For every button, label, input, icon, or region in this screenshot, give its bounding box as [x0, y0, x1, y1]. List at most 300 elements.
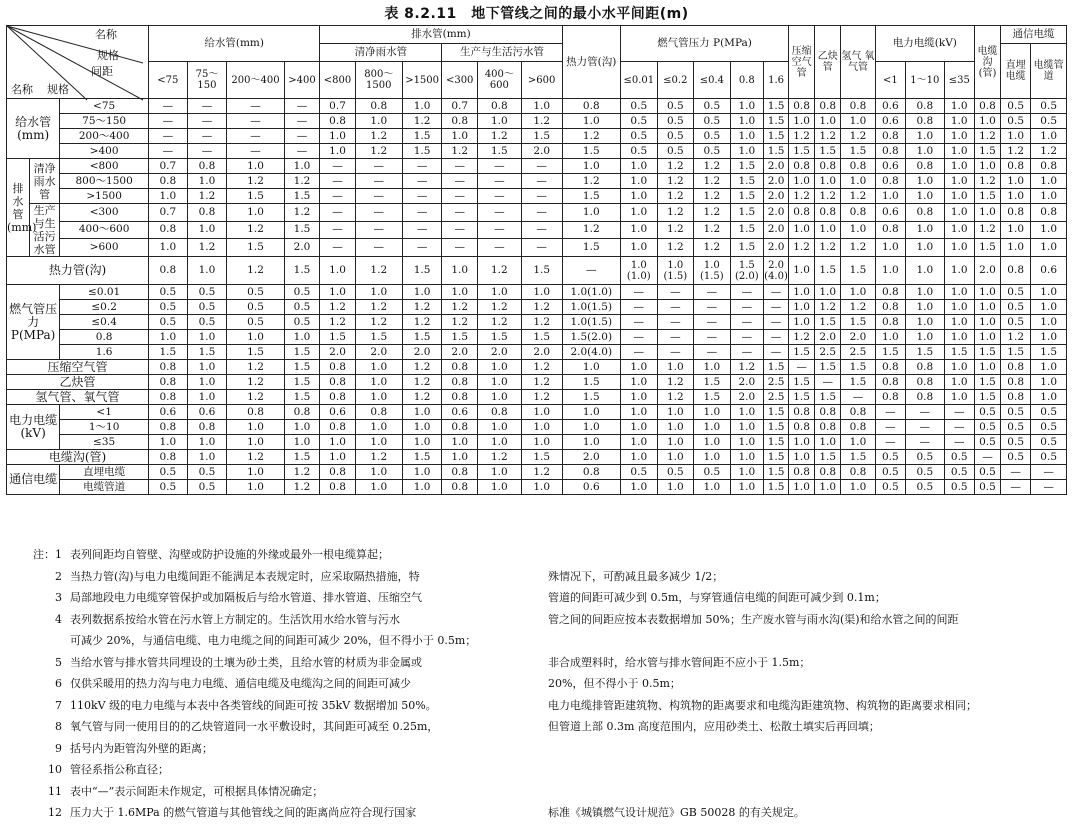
table-cell: 2.0: [442, 345, 478, 360]
table-cell: 1.0: [789, 480, 815, 495]
table-cell: —: [1001, 465, 1031, 480]
table-cell: 0.8: [905, 114, 944, 129]
table-cell: 1.0: [1001, 189, 1031, 204]
table-cell: —: [477, 174, 521, 189]
header-sub: ≤0.4: [694, 62, 731, 99]
table-cell: 0.8: [875, 360, 905, 375]
table-cell: 1.0: [442, 450, 478, 465]
table-cell: —: [974, 450, 1000, 465]
table-cell: 0.5: [1001, 405, 1031, 420]
table-cell: 0.6: [187, 405, 227, 420]
table-cell: 1.0: [621, 405, 658, 420]
table-cell: 1.0: [905, 239, 944, 257]
note-number: 9: [55, 741, 62, 755]
table-cell: 1.0: [621, 375, 658, 390]
table-row: [7, 114, 1067, 129]
table-cell: 1.2: [355, 257, 402, 285]
table-cell: 0.8: [841, 204, 875, 222]
table-cell: 1.0: [227, 159, 284, 174]
table-cell: 1.0: [730, 129, 763, 144]
table-cell: —: [149, 114, 188, 129]
table-cell: 1.0: [974, 315, 1000, 330]
row-spec: 1～10: [60, 420, 149, 435]
table-cell: 1.0: [402, 420, 442, 435]
table-cell: 0.5: [974, 405, 1000, 420]
table-cell: —: [905, 435, 944, 450]
table-cell: 1.0: [521, 420, 562, 435]
note-text-cont: [548, 759, 1067, 781]
table-cell: 1.0: [974, 285, 1000, 300]
header-cable-conduit: 电缆管道: [1031, 44, 1067, 99]
table-cell: 2.0: [815, 330, 841, 345]
table-cell: 1.0: [730, 114, 763, 129]
table-cell: 0.5: [187, 300, 227, 315]
note-line: [6, 566, 1067, 588]
table-cell: 0.5: [284, 315, 320, 330]
table-cell: 1.0: [815, 435, 841, 450]
table-cell: 0.8: [875, 285, 905, 300]
header-sub: ≤0.2: [657, 62, 694, 99]
table-row: [7, 144, 1067, 159]
table-cell: 1.2: [355, 450, 402, 465]
table-cell: 1.0: [730, 465, 763, 480]
table-cell: —: [694, 330, 731, 345]
row-spec: 200～400: [60, 129, 149, 144]
header-sub: 200～400: [227, 62, 284, 99]
header-sub: <800: [320, 62, 356, 99]
table-cell: 0.5: [944, 480, 974, 495]
table-cell: 0.8: [875, 221, 905, 239]
table-cell: 1.0: [621, 239, 658, 257]
table-cell: 1.0: [477, 375, 521, 390]
row-spec: <75: [60, 99, 149, 114]
table-cell: —: [477, 189, 521, 204]
table-row: [7, 189, 1067, 204]
table-cell: 1.0: [789, 174, 815, 189]
table-cell: 0.7: [320, 99, 356, 114]
header-sub: <75: [149, 62, 188, 99]
note-number: 8: [55, 720, 62, 733]
table-cell: 1.5: [875, 345, 905, 360]
table-cell: 1.0: [402, 99, 442, 114]
table-cell: 2.0: [730, 375, 763, 390]
table-cell: 1.0: [789, 450, 815, 465]
table-cell: 1.0: [477, 390, 521, 405]
table-cell: 0.5: [1001, 450, 1031, 465]
table-cell: —: [284, 99, 320, 114]
table-cell: 0.5: [227, 300, 284, 315]
table-cell: 1.0: [974, 300, 1000, 315]
note-text: 可减少 20%，与通信电缆、电力电缆之间的间距可减少 20%，但不得小于 0.5m；: [70, 634, 477, 647]
table-cell: 0.5: [1031, 405, 1067, 420]
header-rain-pipe: 清净雨水管: [320, 44, 442, 62]
table-cell: 0.5: [187, 315, 227, 330]
table-cell: —: [442, 189, 478, 204]
table-cell: 1.2: [841, 239, 875, 257]
row-spec: 1.6: [60, 345, 149, 360]
table-cell: 0.5: [694, 114, 731, 129]
table-cell: 1.0: [657, 420, 694, 435]
table-cell: 1.5: [974, 375, 1000, 390]
spacing-table: [6, 25, 1067, 495]
note-line: [6, 802, 1067, 824]
table-cell: —: [1031, 480, 1067, 495]
table-cell: 1.5: [841, 257, 875, 285]
table-cell: 1.0: [621, 480, 658, 495]
table-cell: 0.5: [621, 99, 658, 114]
table-cell: —: [149, 99, 188, 114]
table-cell: 1.0: [944, 390, 974, 405]
note-line: [6, 587, 1067, 609]
table-cell: —: [694, 285, 731, 300]
table-cell: 1.2: [284, 174, 320, 189]
table-cell: —: [187, 144, 227, 159]
table-cell: 1.0: [1001, 174, 1031, 189]
table-row: [7, 390, 1067, 405]
table-cell: —: [521, 204, 562, 222]
note-number: 4: [55, 612, 62, 626]
table-cell: 2.0: [402, 345, 442, 360]
table-cell: 1.2: [355, 144, 402, 159]
table-cell: 1.2: [442, 300, 478, 315]
table-cell: 1.0: [815, 114, 841, 129]
note-line: [6, 652, 1067, 674]
note-line: [6, 695, 1067, 717]
table-cell: 1.0: [521, 435, 562, 450]
header-sub: 800～1500: [355, 62, 402, 99]
table-cell: —: [227, 99, 284, 114]
table-cell: 1.5: [815, 360, 841, 375]
table-row: [7, 129, 1067, 144]
table-cell: 1.2: [694, 239, 731, 257]
table-cell: 1.0: [905, 257, 944, 285]
table-cell: 0.8: [875, 300, 905, 315]
table-cell: 1.2: [562, 221, 620, 239]
table-cell: 1.5(2.0): [562, 330, 620, 345]
table-cell: 1.2: [227, 375, 284, 390]
table-cell: 1.5: [284, 189, 320, 204]
table-cell: 1.0: [187, 435, 227, 450]
table-cell: 0.5: [875, 480, 905, 495]
table-cell: 1.0: [355, 360, 402, 375]
table-cell: 2.0: [521, 345, 562, 360]
table-cell: 0.8: [442, 114, 478, 129]
table-cell: 1.2: [789, 239, 815, 257]
table-cell: 0.8: [149, 420, 188, 435]
table-cell: 0.8: [875, 174, 905, 189]
table-cell: 1.5: [815, 390, 841, 405]
table-cell: 0.5: [1031, 420, 1067, 435]
table-cell: 1.2: [657, 174, 694, 189]
table-cell: 0.8: [841, 405, 875, 420]
table-cell: 1.2: [521, 315, 562, 330]
table-cell: 0.8: [149, 450, 188, 465]
table-cell: 1.5: [764, 405, 789, 420]
table-cell: 1.5: [730, 204, 763, 222]
table-cell: 1.0: [355, 114, 402, 129]
header-sub: 400～600: [477, 62, 521, 99]
table-cell: 1.2: [320, 315, 356, 330]
table-cell: —: [477, 159, 521, 174]
table-cell: 1.0: [905, 129, 944, 144]
table-cell: 1.0: [1031, 330, 1067, 345]
table-cell: 1.0 (1.0): [621, 257, 658, 285]
table-cell: 0.8: [815, 405, 841, 420]
table-cell: 1.2: [815, 129, 841, 144]
table-cell: 0.8: [477, 99, 521, 114]
table-cell: 1.0 (1.5): [657, 257, 694, 285]
table-cell: 0.8: [815, 420, 841, 435]
table-cell: 1.0: [402, 405, 442, 420]
table-cell: 1.0: [789, 221, 815, 239]
table-cell: 0.8: [875, 144, 905, 159]
table-cell: 1.0: [1031, 390, 1067, 405]
note-text-cont: 电力电缆排管距建筑物、构筑物的距离要求和电缆沟距建筑物、构筑物的距离要求相同；: [548, 698, 977, 712]
table-cell: 1.0: [149, 189, 188, 204]
table-cell: 0.8: [187, 159, 227, 174]
table-cell: 1.2: [477, 450, 521, 465]
table-cell: 0.6: [875, 99, 905, 114]
table-cell: 1.0: [477, 360, 521, 375]
note-number: 12: [48, 806, 62, 819]
table-row: [7, 239, 1067, 257]
table-cell: 1.0: [1031, 315, 1067, 330]
table-cell: 1.5: [841, 450, 875, 465]
note-line: [6, 630, 1067, 652]
table-cell: 1.2: [841, 129, 875, 144]
table-cell: 0.7: [149, 204, 188, 222]
table-cell: 1.5: [521, 129, 562, 144]
notes: [6, 544, 1067, 824]
table-cell: 1.0: [944, 360, 974, 375]
table-cell: —: [730, 315, 763, 330]
note-number: 2: [55, 569, 62, 583]
table-cell: 0.8: [875, 390, 905, 405]
header-sub: <300: [442, 62, 478, 99]
row-spec: >1500: [60, 189, 149, 204]
header-sub: 1～10: [905, 62, 944, 99]
table-cell: 1.0: [355, 465, 402, 480]
table-cell: 1.0: [442, 435, 478, 450]
table-cell: 1.0: [187, 360, 227, 375]
header-heat-pipe: 热力管(沟): [562, 26, 620, 99]
table-cell: —: [657, 285, 694, 300]
table-cell: 1.0: [789, 315, 815, 330]
table-cell: 2.0: [764, 221, 789, 239]
note-number: [6, 630, 70, 652]
table-cell: 1.0: [789, 257, 815, 285]
table-cell: 1.2: [815, 300, 841, 315]
table-cell: 1.5: [1001, 345, 1031, 360]
table-cell: 0.5: [1031, 450, 1067, 465]
table-row: [7, 405, 1067, 420]
table-cell: 1.2: [284, 204, 320, 222]
table-cell: 1.0: [442, 285, 478, 300]
header-sub: 1.6: [764, 62, 789, 99]
table-cell: 1.2: [477, 257, 521, 285]
table-cell: 1.2: [187, 239, 227, 257]
table-cell: 1.0: [187, 257, 227, 285]
table-cell: —: [355, 239, 402, 257]
table-cell: 1.0: [562, 159, 620, 174]
table-cell: 2.0: [764, 159, 789, 174]
table-cell: 1.2: [694, 174, 731, 189]
table-cell: 0.8: [1001, 375, 1031, 390]
table-cell: 0.5: [974, 480, 1000, 495]
table-cell: —: [320, 239, 356, 257]
table-cell: 1.2: [694, 189, 731, 204]
table-cell: 2.0: [284, 239, 320, 257]
table-cell: 1.0: [1031, 189, 1067, 204]
table-cell: 0.6: [320, 405, 356, 420]
table-cell: 0.8: [875, 375, 905, 390]
table-cell: 1.2: [1001, 330, 1031, 345]
table-cell: —: [320, 221, 356, 239]
table-cell: 0.8: [149, 360, 188, 375]
table-cell: 1.5: [284, 375, 320, 390]
table-cell: 1.0: [905, 285, 944, 300]
table-cell: 1.0: [815, 480, 841, 495]
table-cell: 0.8: [442, 420, 478, 435]
table-cell: —: [355, 221, 402, 239]
table-cell: 2.5: [764, 375, 789, 390]
table-cell: 1.0: [477, 114, 521, 129]
table-cell: 1.5: [905, 345, 944, 360]
table-cell: 0.5: [944, 465, 974, 480]
table-cell: 1.2: [521, 360, 562, 375]
table-cell: 1.0: [621, 360, 658, 375]
row-subgroup-drain: 生产与生活污水管: [29, 204, 59, 257]
table-cell: 1.2: [521, 300, 562, 315]
table-cell: 0.5: [187, 465, 227, 480]
table-cell: 1.0: [944, 330, 974, 345]
note-text-cont: 标准《城镇燃气设计规范》GB 50028 的有关规定。: [548, 806, 805, 819]
table-cell: 1.0: [477, 435, 521, 450]
note-number: 11: [48, 784, 62, 798]
table-cell: 1.0: [149, 330, 188, 345]
table-cell: —: [187, 129, 227, 144]
corner-label-spec2: 规格: [47, 83, 69, 96]
table-cell: 1.0: [320, 450, 356, 465]
table-cell: 1.0: [320, 129, 356, 144]
table-cell: 1.2: [355, 300, 402, 315]
table-cell: 2.0: [477, 345, 521, 360]
table-cell: 1.0: [974, 159, 1000, 174]
table-cell: 0.8: [789, 420, 815, 435]
table-cell: 1.0: [944, 99, 974, 114]
table-cell: 0.5: [694, 99, 731, 114]
table-row: [7, 420, 1067, 435]
table-cell: —: [730, 345, 763, 360]
table-cell: 0.8: [320, 465, 356, 480]
table-cell: 0.5: [944, 450, 974, 465]
table-cell: 1.0: [562, 405, 620, 420]
table-cell: —: [402, 159, 442, 174]
table-row: [7, 257, 1067, 285]
table-cell: 1.0: [905, 189, 944, 204]
table-cell: 1.5: [562, 189, 620, 204]
table-cell: 1.2: [562, 129, 620, 144]
table-row: [7, 435, 1067, 450]
table-cell: 1.5: [521, 450, 562, 465]
table-cell: 1.0: [1001, 239, 1031, 257]
table-cell: 0.8: [905, 375, 944, 390]
row-group: 乙炔管: [7, 375, 149, 390]
table-cell: —: [789, 360, 815, 375]
table-cell: —: [521, 174, 562, 189]
table-cell: 1.0: [284, 435, 320, 450]
table-cell: 0.8: [320, 390, 356, 405]
table-cell: 0.5: [1031, 114, 1067, 129]
table-cell: 1.5: [402, 144, 442, 159]
table-cell: 1.0: [1031, 375, 1067, 390]
table-cell: 1.0: [841, 114, 875, 129]
table-cell: 0.8: [320, 420, 356, 435]
table-cell: 0.8: [789, 465, 815, 480]
table-cell: —: [320, 204, 356, 222]
note-text: 当给水管与排水管共同埋设的土壤为砂土类，且给水管的材质为非金属或: [70, 655, 422, 669]
table-cell: 0.8: [320, 114, 356, 129]
note-number: 5: [55, 655, 62, 669]
corner-label-gap: 间距: [91, 65, 113, 78]
table-row: [7, 174, 1067, 189]
table-cell: 1.0: [187, 375, 227, 390]
row-group: 压缩空气管: [7, 360, 149, 375]
table-cell: 1.0: [875, 239, 905, 257]
table-cell: —: [402, 204, 442, 222]
table-cell: 1.5 (2.0): [730, 257, 763, 285]
table-cell: 1.2: [402, 114, 442, 129]
table-cell: 1.0: [841, 480, 875, 495]
table-cell: 1.2: [657, 189, 694, 204]
table-cell: —: [944, 420, 974, 435]
note-text: 表中“—”表示间距未作规定，可根据具体情况确定；: [70, 784, 324, 798]
table-cell: 1.5: [764, 450, 789, 465]
table-cell: 0.5: [1001, 285, 1031, 300]
table-cell: 1.0: [442, 257, 478, 285]
table-cell: —: [562, 257, 620, 285]
table-cell: 1.5: [764, 360, 789, 375]
table-cell: 0.8: [905, 360, 944, 375]
table-cell: 0.5: [657, 465, 694, 480]
table-cell: 1.2: [521, 114, 562, 129]
table-cell: 0.8: [227, 405, 284, 420]
row-spec: 400～600: [60, 221, 149, 239]
table-row: [7, 345, 1067, 360]
table-cell: 1.5: [187, 345, 227, 360]
table-cell: 0.8: [442, 465, 478, 480]
corner-label-spec: 规格: [97, 49, 119, 62]
table-cell: 1.5: [815, 144, 841, 159]
table-cell: 1.0: [815, 174, 841, 189]
table-cell: —: [694, 300, 731, 315]
table-cell: —: [477, 204, 521, 222]
row-group: 电缆沟(管): [7, 450, 149, 465]
note-number: 6: [55, 677, 62, 690]
table-cell: 1.5: [764, 144, 789, 159]
table-cell: —: [355, 159, 402, 174]
table-cell: 1.5: [562, 239, 620, 257]
table-cell: 1.0: [477, 420, 521, 435]
table-cell: 1.0: [521, 405, 562, 420]
table-cell: 1.0: [944, 189, 974, 204]
table-cell: 0.8: [1001, 390, 1031, 405]
table-cell: 1.5: [789, 144, 815, 159]
table-cell: —: [521, 221, 562, 239]
table-cell: —: [477, 221, 521, 239]
table-cell: —: [621, 300, 658, 315]
table-cell: 1.0: [1031, 360, 1067, 375]
